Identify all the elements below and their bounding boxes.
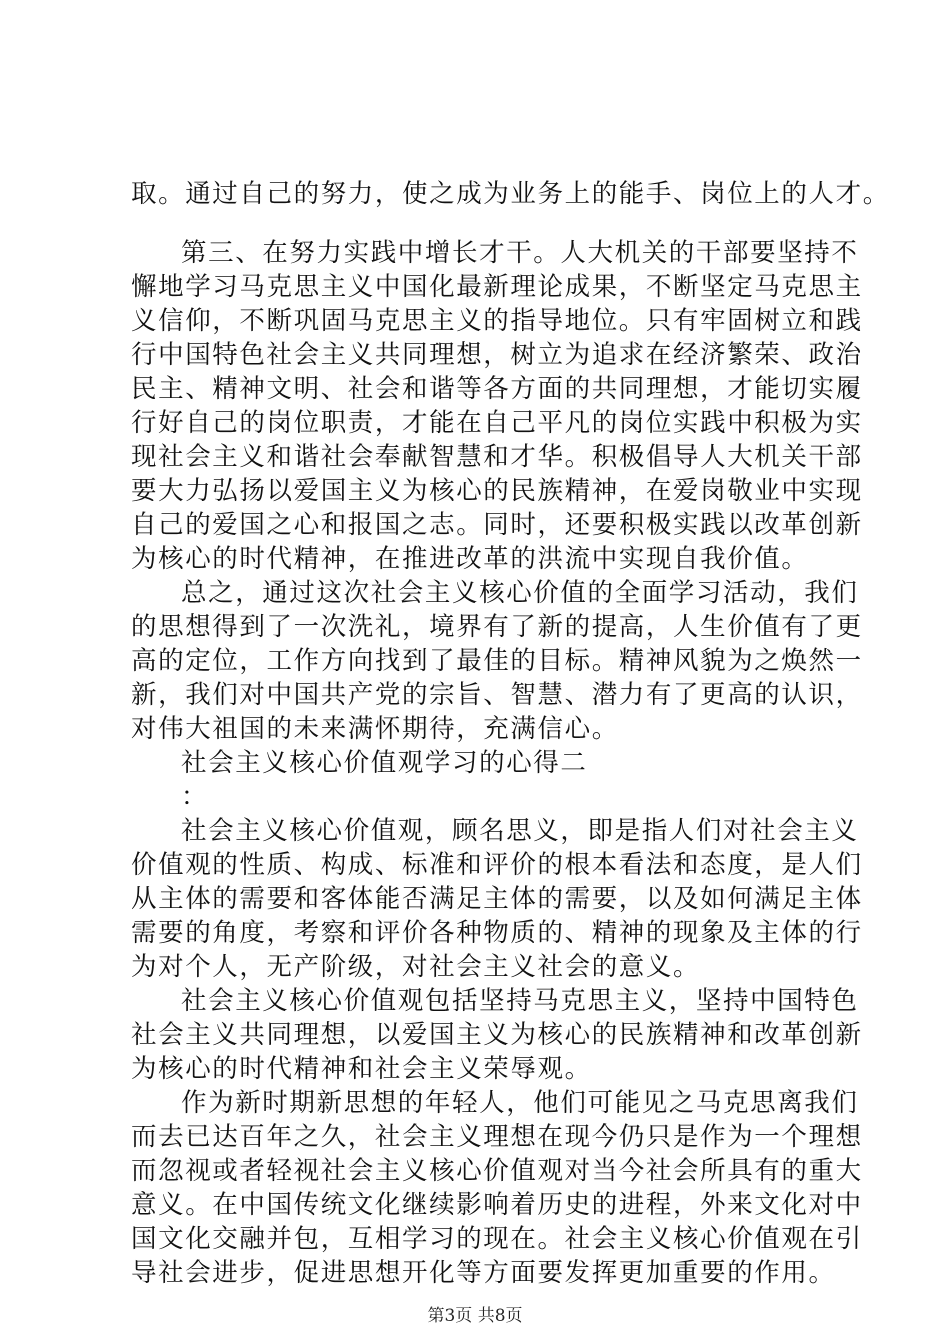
- text-line: 国文化交融并包，互相学习的现在。社会主义核心价值观在引: [131, 1224, 863, 1254]
- text-line: 义信仰，不断巩固马克思主义的指导地位。只有牢固树立和践: [131, 306, 863, 336]
- text-line: 民主、精神文明、社会和谐等各方面的共同理想，才能切实履: [131, 374, 863, 404]
- text-line: 行中国特色社会主义共同理想，树立为追求在经济繁荣、政治: [131, 340, 863, 370]
- text-line: 社会主义共同理想，以爱国主义为核心的民族精神和改革创新: [131, 1020, 863, 1050]
- page-number-footer: 第3页 共8页: [427, 1306, 523, 1326]
- text-line: 需要的角度，考察和评价各种物质的、精神的现象及主体的行: [131, 918, 863, 948]
- text-line: 自己的爱国之心和报国之志。同时，还要积极实践以改革创新: [131, 510, 863, 540]
- text-line: 取。通过自己的努力，使之成为业务上的能手、岗位上的人才。: [131, 179, 890, 209]
- text-line: 高的定位，工作方向找到了最佳的目标。精神风貌为之焕然一: [131, 646, 863, 676]
- text-line: 而去已达百年之久，社会主义理想在现今仍只是作为一个理想: [131, 1122, 863, 1152]
- paragraph-start-line: 总之，通过这次社会主义核心价值的全面学习活动，我们: [181, 578, 859, 608]
- paragraph-start-line: 社会主义核心价值观，顾名思义，即是指人们对社会主义: [181, 816, 859, 846]
- text-line: 懈地学习马克思主义中国化最新理论成果，不断坚定马克思主: [131, 272, 863, 302]
- section-heading: 社会主义核心价值观学习的心得二: [181, 748, 588, 778]
- paragraph-start-line: 作为新时期新思想的年轻人，他们可能见之马克思离我们: [181, 1088, 859, 1118]
- text-line: 导社会进步，促进思想开化等方面要发挥更加重要的作用。: [131, 1258, 836, 1288]
- paragraph-start-line: 第三、在努力实践中增长才干。人大机关的干部要坚持不: [181, 238, 859, 268]
- text-line: 为核心的时代精神，在推进改革的洪流中实现自我价值。: [131, 544, 809, 574]
- text-line: 的思想得到了一次洗礼，境界有了新的提高，人生价值有了更: [131, 612, 863, 642]
- text-line: 从主体的需要和客体能否满足主体的需要，以及如何满足主体: [131, 884, 863, 914]
- text-line: 意义。在中国传统文化继续影响着历史的进程，外来文化对中: [131, 1190, 863, 1220]
- text-line: 价值观的性质、构成、标准和评价的根本看法和态度，是人们: [131, 850, 863, 880]
- text-line: 现社会主义和谐社会奉献智慧和才华。积极倡导人大机关干部: [131, 442, 863, 472]
- text-line: 行好自己的岗位职责，才能在自己平凡的岗位实践中积极为实: [131, 408, 863, 438]
- text-line: 对伟大祖国的未来满怀期待，充满信心。: [131, 714, 619, 744]
- text-line: 要大力弘扬以爱国主义为核心的民族精神，在爱岗敬业中实现: [131, 476, 863, 506]
- text-line: 而忽视或者轻视社会主义核心价值观对当今社会所具有的重大: [131, 1156, 863, 1186]
- text-line: 新，我们对中国共产党的宗旨、智慧、潜力有了更高的认识，: [131, 680, 863, 710]
- text-line: 为对个人，无产阶级，对社会主义社会的意义。: [131, 952, 701, 982]
- text-line: 为核心的时代精神和社会主义荣辱观。: [131, 1054, 592, 1084]
- section-heading-colon: ：: [181, 782, 209, 812]
- paragraph-start-line: 社会主义核心价值观包括坚持马克思主义，坚持中国特色: [181, 986, 859, 1016]
